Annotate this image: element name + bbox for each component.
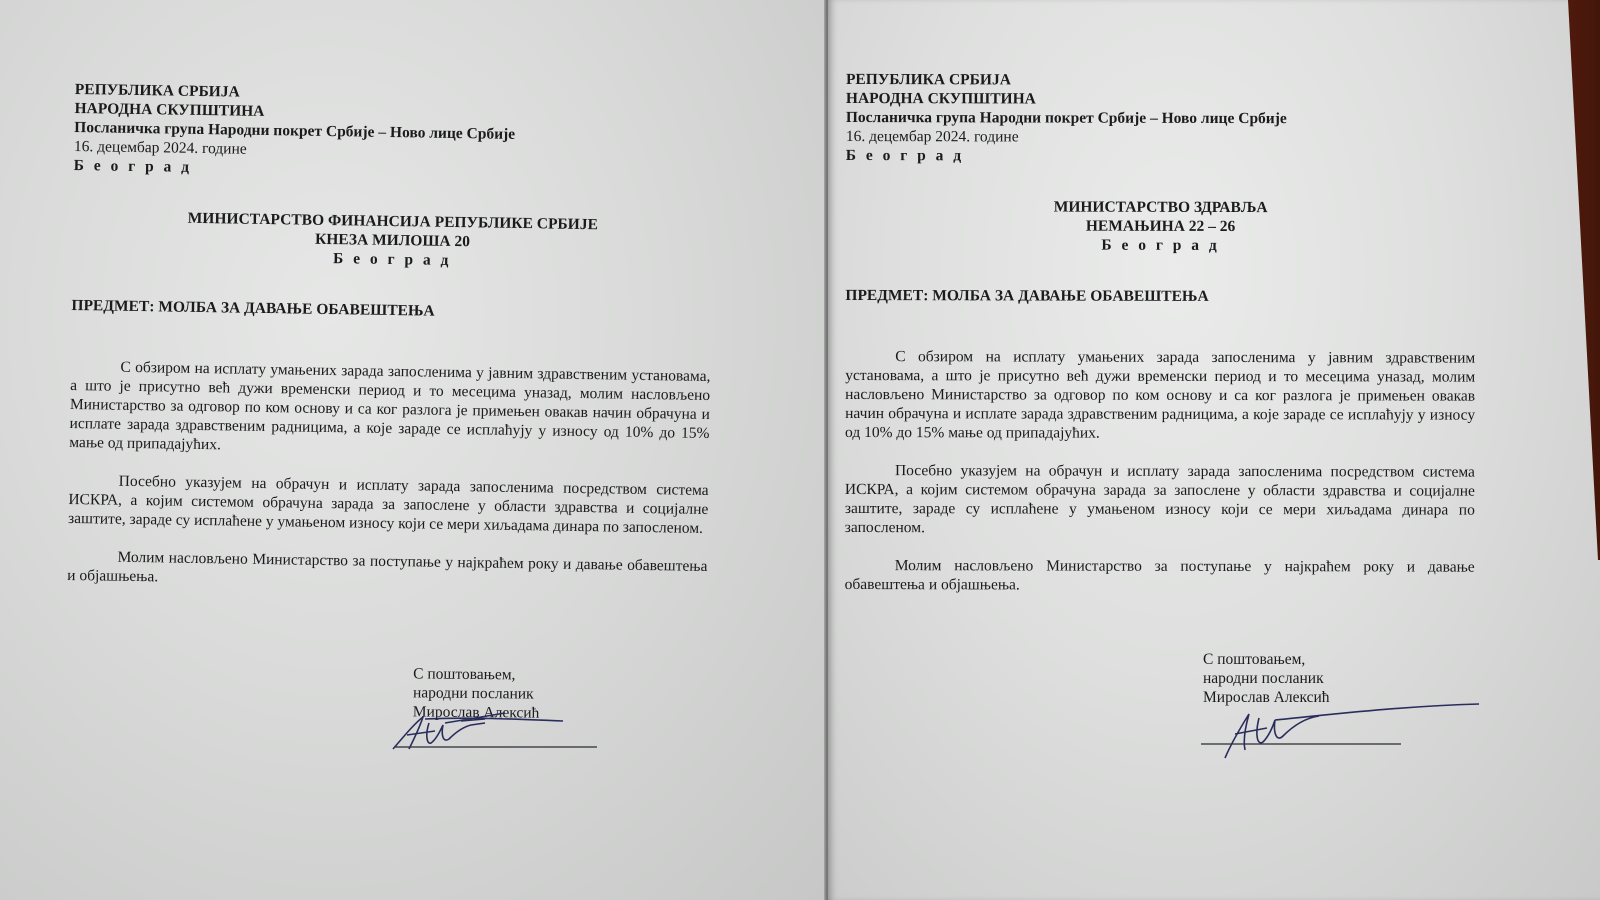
body-paragraph: С обзиром на исплату умањених зарада запосленима у јавним здравственим установама, а што је присутно већ дужи временски период и то месецима уназад, молим насловљено Министарство за одговор по ком основу и са ког разлога је примењен овакав начин обрачуна и исплате зарада здравственим радницима, а које зараде се исплаћују у износу од 10% до 15% мање од припадајућих. xyxy=(69,358,711,454)
body-paragraph: Посебно указујем на обрачун и исплату зарада запосленима посредством система ИСКРА, а којим системом обрачуна зарада за запослене у области здравства и социјалне заштите, зараде су исплаћене у умањеном износу који се мери хиљадама динара по запосленом. xyxy=(67,472,709,537)
letter-finance-content xyxy=(67,80,715,595)
letter-date: 16. децембар 2024. године xyxy=(73,137,247,158)
closing-salutation: С поштовањем, xyxy=(413,665,516,684)
body-paragraph: Молим насловљено Министарство за поступање у најкраћем року и давање обавештења и објашњења. xyxy=(844,557,1475,594)
body-paragraph: С обзиром на исплату умањених зарада запосленима у јавним здравственим установама, а што је присутно већ дужи временски период и то месецима уназад, молим насловљено Министарство за одговор по ком основу и са ког разлога је примењен овакав начин обрачуна и исплате зарада здравственим радницима, а које зараде се исплаћују у износу од 10% до 15% мање од припадајућих. xyxy=(845,348,1476,442)
letterhead-city: Б е о г р а д xyxy=(845,146,965,165)
addressee-city: Б е о г р а д xyxy=(332,250,452,269)
letter-subject: ПРЕДМЕТ: МОЛБА ЗА ДАВАЊЕ ОБАВЕШТЕЊА xyxy=(845,286,1209,305)
letterhead xyxy=(846,70,1476,167)
addressee-name: МИНИСТАРСТВО ЗДРАВЉА xyxy=(1053,198,1268,217)
letterhead-country: РЕПУБЛИКА СРБИЈА xyxy=(74,80,240,101)
signer-title: народни посланик xyxy=(1203,670,1324,687)
letterhead-group: Посланичка група Народни покрет Србије – Ново лице Србије xyxy=(74,118,516,143)
letterhead-city: Б е о г р а д xyxy=(73,156,193,176)
addressee-name: МИНИСТАРСТВО ФИНАНСИЈА РЕПУБЛИКЕ СРБИЈЕ xyxy=(187,209,599,234)
closing-salutation: С поштовањем, xyxy=(1203,651,1306,668)
addressee-street: НЕМАЊИНА 22 – 26 xyxy=(1085,217,1236,236)
signature-block-finance xyxy=(413,664,540,722)
letterhead-group: Посланичка група Народни покрет Србије – Ново лице Србије xyxy=(845,108,1287,128)
addressee-city: Б е о г р а д xyxy=(1101,236,1220,254)
addressee-street: КНЕЗА МИЛОША 20 xyxy=(314,230,471,251)
letter-date: 16. децембар 2024. године xyxy=(845,127,1019,146)
letterhead-assembly: НАРОДНА СКУПШТИНА xyxy=(845,89,1036,108)
body-paragraph: Молим насловљено Министарство за поступање у најкраћем року и давање обавештења и објашњења. xyxy=(67,548,708,586)
signer-name: Мирослав Алексић xyxy=(1203,689,1330,706)
letter-body xyxy=(67,357,711,595)
letter-body xyxy=(845,347,1476,596)
signature-block-health xyxy=(1203,650,1330,707)
letter-health-content xyxy=(845,70,1476,596)
letterhead xyxy=(74,80,715,185)
letter-subject: ПРЕДМЕТ: МОЛБА ЗА ДАВАЊЕ ОБАВЕШТЕЊА xyxy=(71,296,435,320)
body-paragraph: Посебно указујем на обрачун и исплату зарада запосленима посредством система ИСКРА, а којим системом обрачуна зарада за запослене у области здравства и социјалне заштите, зараде су исплаћене у умањеном износу који се мери хиљадама динара по запосленом. xyxy=(844,462,1475,537)
addressee-block xyxy=(846,197,1476,256)
addressee-block xyxy=(72,207,713,274)
letterhead-country: РЕПУБЛИКА СРБИЈА xyxy=(845,71,1011,89)
signer-title: народни посланик xyxy=(412,684,534,703)
letterhead-assembly: НАРОДНА СКУПШТИНА xyxy=(74,99,265,120)
signer-name: Мирослав Алексић xyxy=(412,703,540,722)
